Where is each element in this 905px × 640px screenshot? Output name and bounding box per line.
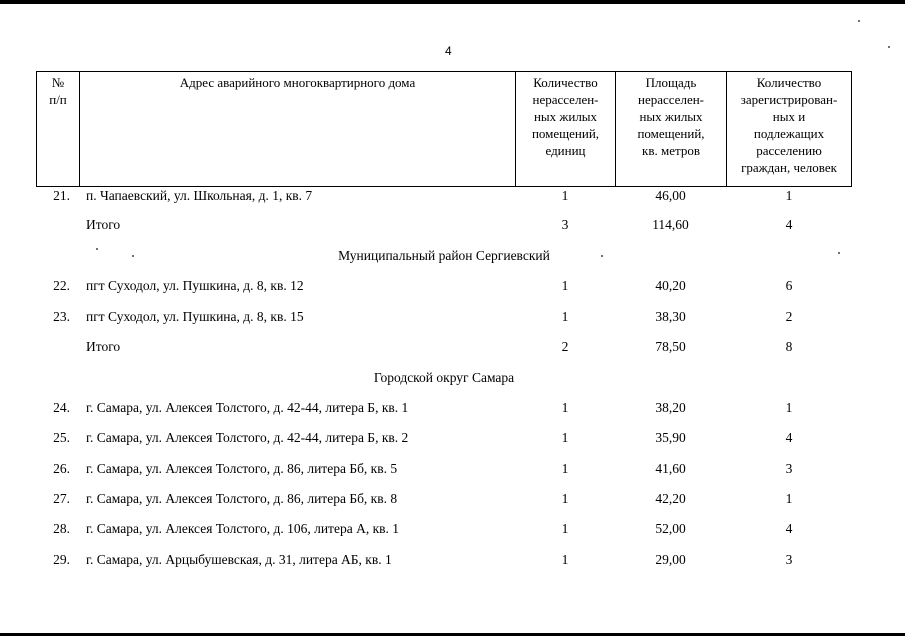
- total-row: [0, 337, 905, 357]
- row-address: г. Самара, ул. Алексея Толстого, д. 42-44, литера Б, кв. 1: [86, 400, 409, 415]
- header-address-text: Адрес аварийного многоквартирного дома: [179, 75, 416, 90]
- page-number: 4: [445, 44, 452, 58]
- row-units: 1: [561, 278, 569, 293]
- row-number: 29.: [53, 552, 70, 567]
- row-number: 22.: [53, 278, 70, 293]
- row-number: 25.: [53, 430, 70, 445]
- row-number: 28.: [53, 521, 70, 536]
- row-units: 1: [561, 430, 569, 445]
- table-header: [36, 71, 852, 187]
- table-row: [0, 398, 905, 418]
- section-title: Городской округ Самара: [373, 370, 515, 385]
- row-area: 42,20: [655, 491, 686, 506]
- row-address: г. Самара, ул. Арцыбушевская, д. 31, литера АБ, кв. 1: [86, 552, 392, 567]
- row-residents: 4: [785, 217, 793, 232]
- table-row: [0, 276, 905, 296]
- row-area: 29,00: [655, 552, 686, 567]
- row-units: 1: [561, 188, 569, 203]
- row-area: 40,20: [655, 278, 686, 293]
- row-number: 27.: [53, 491, 70, 506]
- row-units: 1: [561, 552, 569, 567]
- header-residents: [726, 72, 852, 186]
- row-area: 38,30: [655, 309, 686, 324]
- row-area: 52,00: [655, 521, 686, 536]
- row-units: 1: [561, 461, 569, 476]
- row-number: 26.: [53, 461, 70, 476]
- row-area: 46,00: [655, 188, 686, 203]
- table-row: [0, 186, 905, 206]
- table-row: [0, 428, 905, 448]
- section-title: Муниципальный район Сергиевский: [338, 248, 550, 263]
- row-number: 23.: [53, 309, 70, 324]
- scan-speck: [888, 46, 890, 48]
- row-area: 41,60: [655, 461, 686, 476]
- row-units: 1: [561, 309, 569, 324]
- scan-border-bottom: [0, 633, 905, 636]
- row-area: 38,20: [655, 400, 686, 415]
- header-units: [515, 72, 615, 186]
- row-total-label: Итого: [86, 339, 121, 354]
- row-address: пгт Суходол, ул. Пушкина, д. 8, кв. 12: [86, 278, 304, 293]
- table-row: [0, 459, 905, 479]
- row-units: 3: [561, 217, 569, 232]
- table-row: [0, 550, 905, 570]
- row-number: 24.: [53, 400, 70, 415]
- header-num: [36, 72, 79, 186]
- table-row: [0, 519, 905, 539]
- row-residents: 3: [785, 552, 793, 567]
- row-address: п. Чапаевский, ул. Школьная, д. 1, кв. 7: [86, 188, 313, 203]
- row-total-label: Итого: [86, 217, 121, 232]
- row-residents: 4: [785, 430, 793, 445]
- row-residents: 1: [785, 491, 793, 506]
- row-residents: 1: [785, 400, 793, 415]
- row-area: 114,60: [652, 217, 689, 232]
- header-area-text: Площадь нерасселен- ных жилых помещений, кв. метров: [637, 75, 705, 158]
- row-residents: 1: [785, 188, 793, 203]
- row-address: пгт Суходол, ул. Пушкина, д. 8, кв. 15: [86, 309, 304, 324]
- row-address: г. Самара, ул. Алексея Толстого, д. 86, литера Бб, кв. 5: [86, 461, 398, 476]
- row-residents: 3: [785, 461, 793, 476]
- row-residents: 8: [785, 339, 793, 354]
- row-address: г. Самара, ул. Алексея Толстого, д. 86, литера Бб, кв. 8: [86, 491, 398, 506]
- table-row: [0, 489, 905, 509]
- header-num-text: № п/п: [49, 75, 67, 107]
- table-row: [0, 307, 905, 327]
- row-residents: 4: [785, 521, 793, 536]
- header-address: [79, 72, 515, 186]
- row-area: 78,50: [655, 339, 686, 354]
- header-area: [615, 72, 726, 186]
- row-units: 1: [561, 400, 569, 415]
- scan-speck: [858, 20, 860, 22]
- row-address: г. Самара, ул. Алексея Толстого, д. 42-44, литера Б, кв. 2: [86, 430, 409, 445]
- header-units-text: Количество нерасселен- ных жилых помещений, единиц: [531, 75, 600, 158]
- row-residents: 6: [785, 278, 793, 293]
- row-residents: 2: [785, 309, 793, 324]
- row-units: 2: [561, 339, 569, 354]
- header-residents-text: Количество зарегистрирован- ных и подлежащих расселению граждан, человек: [740, 75, 838, 175]
- total-row: [0, 215, 905, 235]
- row-units: 1: [561, 521, 569, 536]
- row-area: 35,90: [655, 430, 686, 445]
- row-address: г. Самара, ул. Алексея Толстого, д. 106, литера А, кв. 1: [86, 521, 399, 536]
- row-number: 21.: [53, 188, 70, 203]
- row-units: 1: [561, 491, 569, 506]
- scan-border-top: [0, 0, 905, 4]
